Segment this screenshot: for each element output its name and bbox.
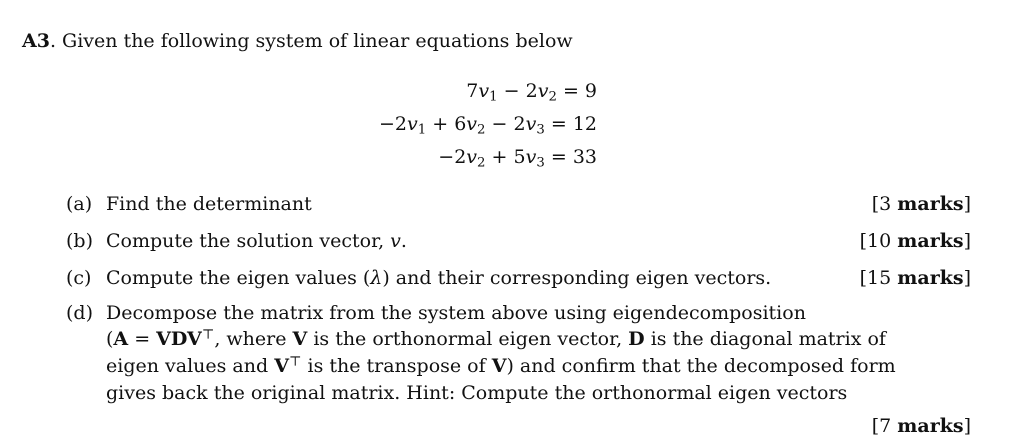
part-d-label: (d): [66, 302, 93, 324]
part-a-marks: [3 marks]: [871, 193, 971, 215]
part-b-marks: [10 marks]: [859, 230, 971, 252]
question-intro: . Given the following system of linear equations below: [49, 30, 573, 52]
eq2-rhs: 12: [572, 113, 597, 135]
eq2-coef-2: 6: [454, 113, 467, 135]
part-c-label: (c): [66, 267, 92, 289]
eq3-coef-1: −2: [438, 146, 467, 168]
eq2-coef-1: −2: [378, 113, 407, 135]
eq2-operator-1: +: [432, 113, 449, 135]
eq1-coef-2: 2: [525, 80, 538, 102]
part-d-line-1: Decompose the matrix from the system above using eigendecomposition: [106, 302, 806, 324]
eq2-coef-3: 2: [513, 113, 526, 135]
eq1-rhs: 9: [584, 80, 597, 102]
eq1-coef-1: 7: [466, 80, 479, 102]
part-d-marks: [7 marks]: [871, 415, 971, 437]
part-a-text: Find the determinant: [106, 193, 312, 215]
equation-3: $-2v_2 + 5v_3 = 33$: [438, 146, 597, 171]
part-d-line-4: gives back the original matrix. Hint: Compute the orthonormal eigen vectors: [106, 382, 848, 404]
eq3-coef-2: 5: [513, 146, 526, 168]
part-d-line-2: (A = VDV⊤, where V is the orthonormal eigen vector, D is the diagonal matrix of: [106, 327, 886, 350]
question-heading: [22, 30, 573, 52]
part-a-label: (a): [66, 193, 93, 215]
part-b-label: (b): [66, 230, 93, 252]
part-c-text: Compute the eigen values (λ) and their corresponding eigen vectors.: [106, 267, 772, 289]
eq1-operator-1: −: [503, 80, 520, 102]
part-b-text: Compute the solution vector, v.: [106, 230, 407, 252]
eq2-operator-2: −: [491, 113, 508, 135]
eq3-operator-1: +: [491, 146, 508, 168]
part-c-marks: [15 marks]: [859, 267, 971, 289]
equation-1: $7v_1 - 2v_2 = 9$: [466, 80, 597, 105]
eq3-rhs: 33: [572, 146, 597, 168]
part-d-line-3: eigen values and V⊤ is the transpose of V) and confirm that the decomposed form: [106, 354, 896, 377]
equation-2: $-2v_1 + 6v_2 - 2v_3 = 12$: [378, 113, 597, 138]
question-number: A3: [22, 30, 50, 52]
